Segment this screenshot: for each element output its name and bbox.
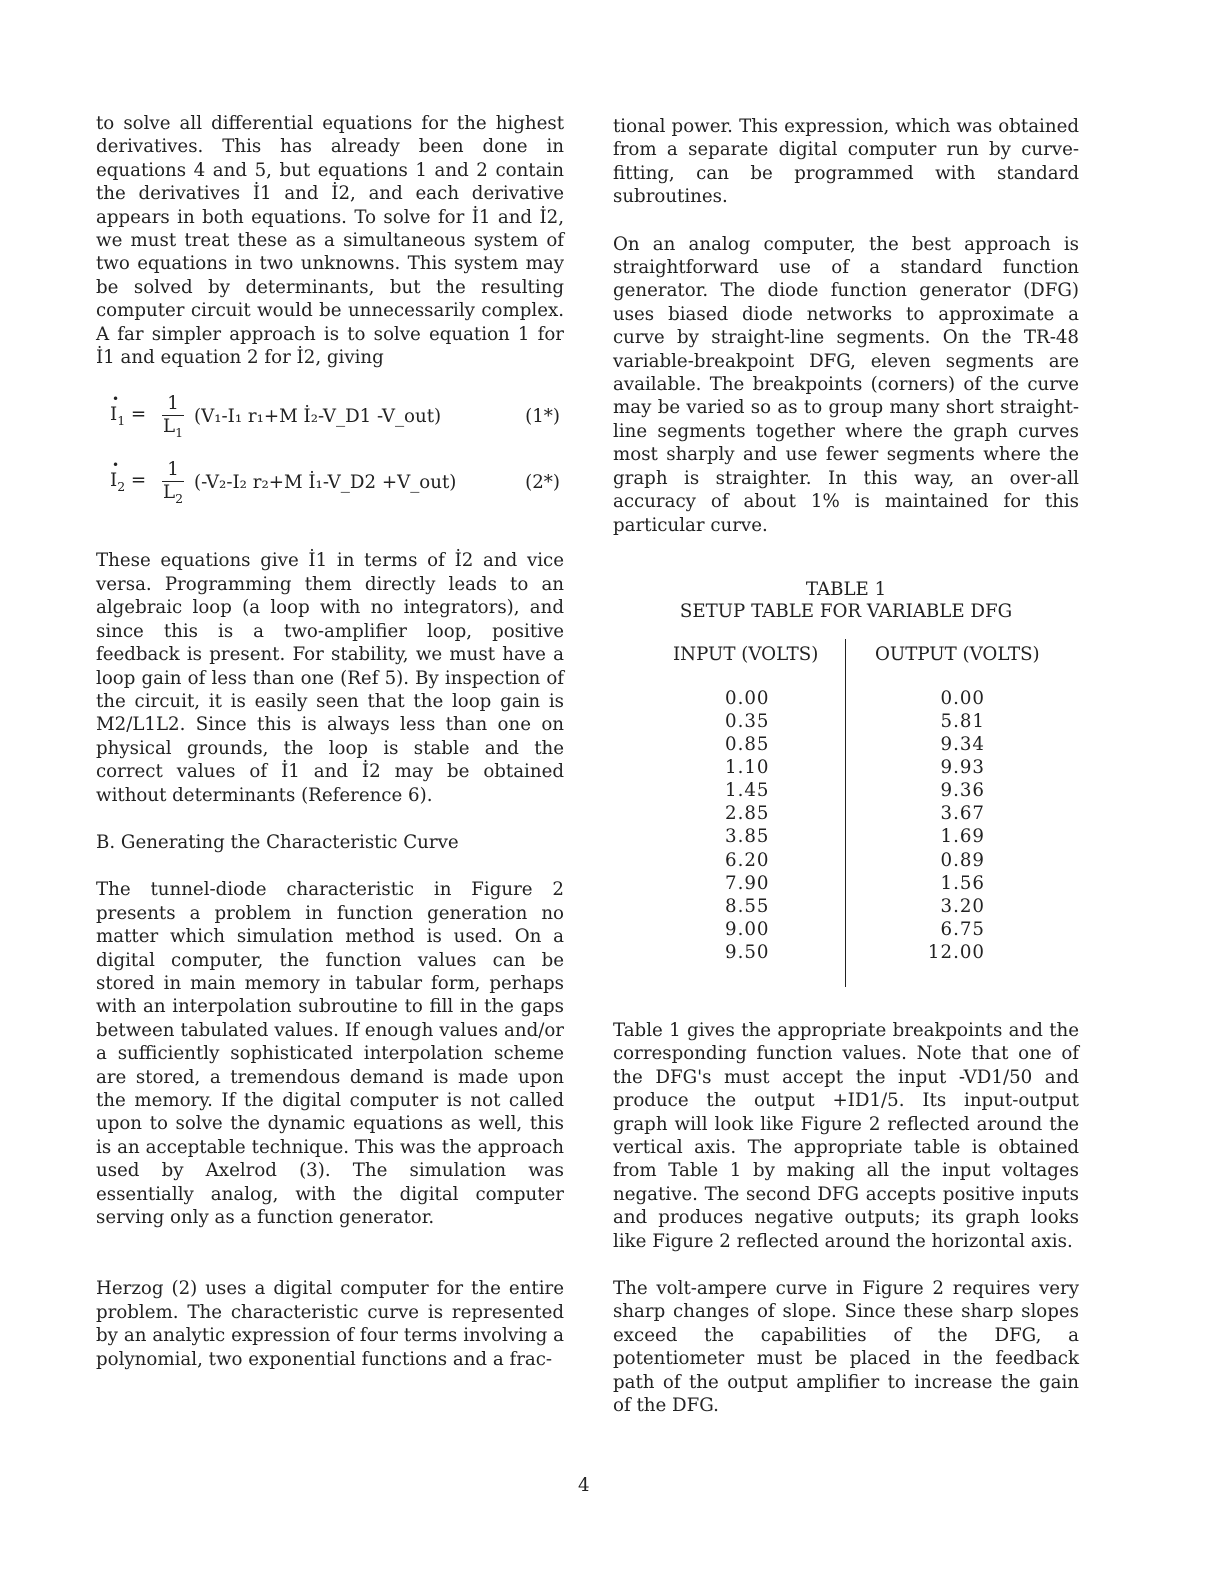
table-cell-input: 8.55 (725, 895, 770, 917)
table-cell-input: 1.10 (725, 757, 770, 779)
table-cell-input: 2.85 (725, 803, 770, 825)
table-row (613, 895, 1073, 918)
table-cell-input: 0.85 (725, 734, 770, 756)
table-cell-input: 3.85 (725, 826, 770, 848)
table-cell-output: 9.36 (940, 780, 985, 802)
equation-2-lhs: • $I_2$ = (110, 469, 146, 492)
equation-1-lhs: • $I_1$ = (110, 403, 146, 426)
dfg-setup-table (613, 639, 1079, 987)
table-cell-output: 1.69 (940, 826, 985, 848)
left-paragraph-1: to solve all differential equations for the highest derivatives. This has already been done in equations 4 and 5, but equations 1 and 2 contain the derivatives İ1 and İ2, and each derivative appears in both equations. To solve for İ1 and İ2, we must treat these as a simultaneous system of two equations in two unknowns. This system may be solved by determinants, but the resulting computer circuit would be unnecessarily complex. A far simpler approach is to solve equation 1 for İ1 and equation 2 for İ2, giving (96, 113, 564, 369)
table-row (613, 802, 1073, 825)
table-cell-output: 9.93 (940, 757, 985, 779)
table-row (613, 872, 1073, 895)
table-cell-input: 9.00 (725, 918, 770, 940)
table-row (613, 710, 1073, 733)
table-row (613, 733, 1073, 756)
right-paragraph-1: tional power. This expression, which was obtained from a separate digital computer run by curve-fitting, can be programmed with standard subroutines. (613, 116, 1079, 208)
left-paragraph-2: These equations give İ1 in terms of İ2 and vice versa. Programming them directly leads to an algebraic loop (a loop with no integrators), and since this is a two-amplifier loop, positive feedback is present. For stability, we must have a loop gain of less than one (Ref 5). By inspection of the circuit, it is easily seen that the loop gain is M2/L1L2. Since this is always less than one on physical grounds, the loop is stable and the correct values of İ1 and İ2 may be obtained without determinants (Reference 6). (96, 550, 564, 806)
table-header-output: OUTPUT (VOLTS) (875, 643, 1040, 665)
table-row (613, 849, 1073, 872)
table-subtitle: SETUP TABLE FOR VARIABLE DFG (679, 600, 1013, 622)
table-row (613, 825, 1073, 848)
right-paragraph-3: Table 1 gives the appropriate breakpoints and the corresponding function values. Note that one of the DFG's must accept the input -VD1/50 and produce the output +ID1/5. Its input-output graph will look like Figure 2 reflected around the vertical axis. The appropriate table is obtained from Table 1 by making all the input voltages negative. The second DFG accepts positive inputs and produces negative outputs; its graph looks like Figure 2 reflected around the horizontal axis. (613, 1019, 1079, 1252)
equation-1 (96, 393, 564, 445)
table-cell-output: 12.00 (927, 941, 985, 963)
table-cell-input: 9.50 (725, 941, 770, 963)
right-column (613, 115, 1079, 1417)
table-cell-input: 0.35 (725, 711, 770, 732)
left-paragraph-3: The tunnel-diode characteristic in Figure 2 presents a problem in function generation no matter which simulation method is used. On a digital computer, the function values can be stored in main memory in tabular form, perhaps with an interpolation subroutine to fill in the gaps between tabulated values. If enough values and/or a sufficiently sophisticated interpolation scheme are stored, a tremendous demand is made upon the memory. If the digital computer is not called upon to solve the dynamic equations as well, this is an acceptable technique. This was the approach used by Axelrod (3). The simulation was essentially analog, with the digital computer serving only as a function generator. (96, 879, 564, 1229)
table-cell-input: 6.20 (725, 849, 770, 871)
table-row (613, 779, 1073, 802)
equation-2-body: (-V₂-I₂ r₂+M İ₁-V_D2 +V_out) (194, 472, 457, 494)
table-title: TABLE 1 (805, 578, 887, 600)
table-body (613, 687, 1073, 964)
equation-1-fraction: $\frac{1}{L_1}$ (162, 393, 184, 441)
table-cell-output: 1.56 (940, 872, 985, 894)
table-row (613, 918, 1073, 941)
table-cell-output: 3.67 (940, 803, 985, 825)
table-cell-input: 0.00 (725, 687, 770, 709)
table-cell-output: 0.89 (940, 849, 985, 871)
equation-2-fraction: $\frac{1}{L_2}$ (162, 459, 184, 507)
left-paragraph-4: Herzog (2) uses a digital computer for the entire problem. The characteristic curve is represented by an analytic expression of four terms involving a polynomial, two exponential functions and a frac- (96, 1278, 564, 1370)
table-cell-output: 5.81 (940, 711, 985, 732)
table-row (613, 687, 1073, 710)
equation-2-tag: (2*) (525, 472, 560, 494)
table-row (613, 941, 1073, 964)
page-number: 4 (578, 1475, 590, 1496)
table-cell-output: 6.75 (940, 918, 985, 940)
equation-1-body: (V₁-I₁ r₁+M İ₂-V_D1 -V_out) (194, 406, 442, 428)
table-cell-input: 7.90 (725, 872, 770, 894)
table-cell-output: 0.00 (940, 687, 985, 709)
right-paragraph-4: The volt-ampere curve in Figure 2 requires very sharp changes of slope. Since these sharp slopes exceed the capabilities of the DFG, a potentiometer must be placed in the feedback path of the output amplifier to increase the gain of the DFG. (613, 1277, 1079, 1416)
equation-1-tag: (1*) (525, 406, 560, 428)
table-cell-input: 1.45 (725, 780, 770, 802)
right-paragraph-2: On an analog computer, the best approach is straightforward use of a standard function generator. The diode function generator (DFG) uses biased diode networks to approximate a curve by straight-line segments. On the TR-48 variable-breakpoint DFG, eleven segments are available. The breakpoints (corners) of the curve may be varied so as to group many short straight-line segments together where the graph curves most sharply and use fewer segments where the graph is straighter. In this way, an over-all accuracy of about 1% is maintained for this particular curve. (613, 233, 1079, 536)
section-heading: B. Generating the Characteristic Curve (96, 831, 459, 853)
table-header-input: INPUT (VOLTS) (673, 643, 819, 665)
left-column (96, 112, 564, 1371)
table-cell-output: 3.20 (940, 895, 985, 917)
table-row (613, 756, 1073, 779)
equation-2 (96, 459, 564, 511)
table-cell-output: 9.34 (940, 734, 985, 756)
